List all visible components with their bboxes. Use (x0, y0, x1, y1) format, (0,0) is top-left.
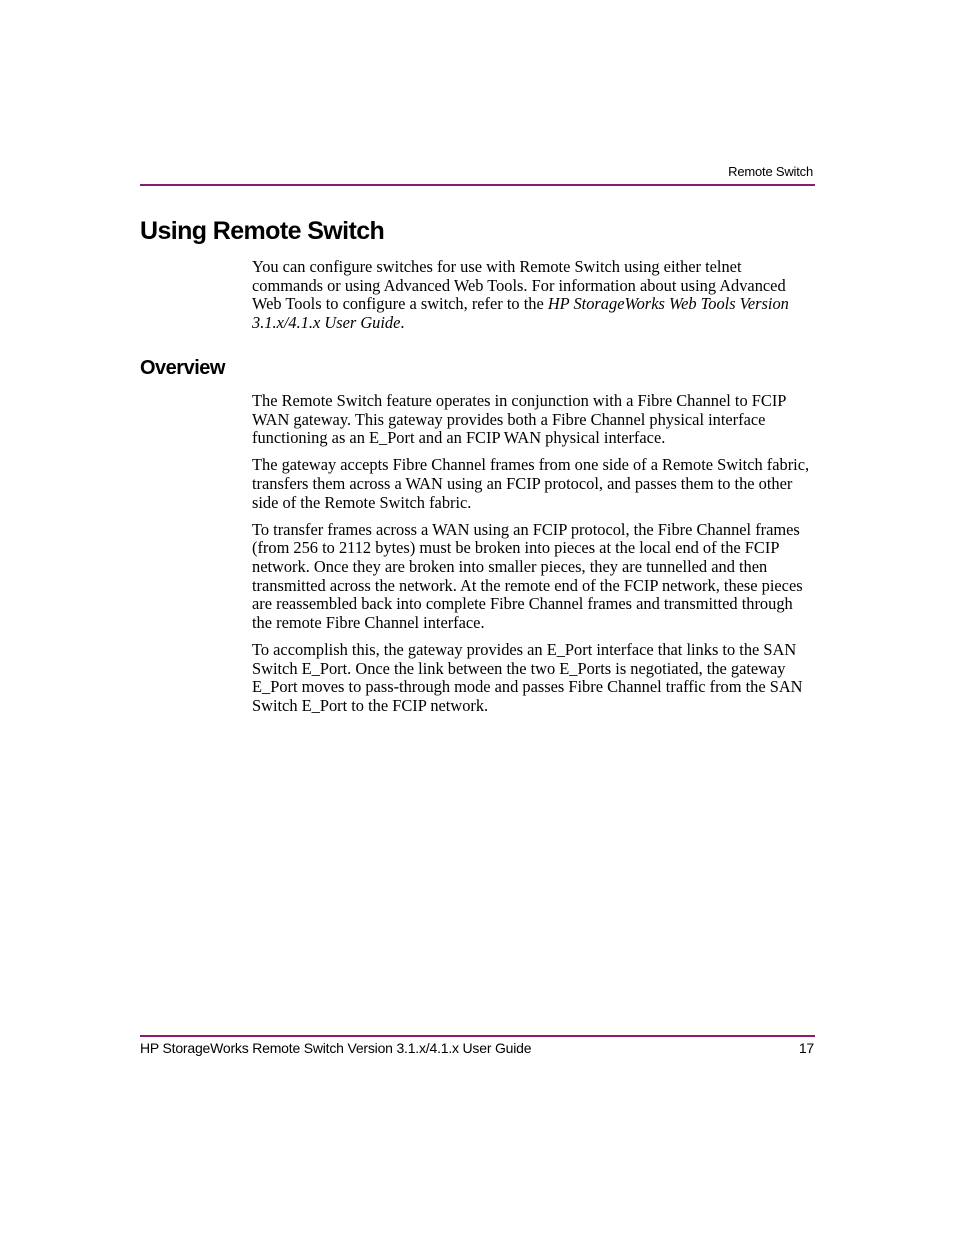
header-rule (140, 184, 815, 186)
guide-reference: HP StorageWorks Web Tools Version 3.1.x/4.1.x User Guide (252, 294, 789, 332)
page-title: Using Remote Switch (140, 217, 385, 245)
overview-paragraph: The Remote Switch feature operates in conjunction with a Fibre Channel to FCIP WAN gateway. This gateway provides both a Fibre Channel physical interface functioning as an E_Port and an FCIP WAN physical interface. (252, 391, 786, 448)
footer-rule (140, 1035, 815, 1037)
section-heading-overview: Overview (140, 357, 225, 379)
footer-guide-title: HP StorageWorks Remote Switch Version 3.1.x/4.1.x User Guide (140, 1040, 532, 1056)
overview-paragraph: To accomplish this, the gateway provides an E_Port interface that links to the SAN Switch E_Port. Once the link between the two E_Ports is negotiated, the gateway E_Port moves to pass-through mode and passes Fibre Channel traffic from the SAN Switch E_Port to the FCIP network. (252, 639, 803, 715)
page-number: 17 (798, 1040, 814, 1056)
page-footer (140, 1039, 814, 1057)
intro-paragraph (252, 258, 815, 332)
overview-paragraph: To transfer frames across a WAN using an FCIP protocol, the Fibre Channel frames (from 256 to 2112 bytes) must be broken into pieces at the local end of the FCIP network. Once they are broken into smaller pieces, they are tunnelled and then transmitted across the network. At the remote end of the FCIP network, these pieces are reassembled back into complete Fibre Channel frames and transmitted through the remote Fibre Channel interface. (252, 519, 803, 632)
intro-text: You can configure switches for use with Remote Switch using either telnet commands or using Advanced Web Tools. For information about using Advanced Web Tools to configure a switch, refer to the (252, 257, 786, 314)
intro-text-end: . (400, 312, 405, 332)
overview-body (252, 392, 815, 724)
overview-paragraph: The gateway accepts Fibre Channel frames from one side of a Remote Switch fabric, transfers them across a WAN using an FCIP protocol, and passes them to the other side of the Remote Switch fabric. (252, 455, 810, 512)
running-header: Remote Switch (728, 164, 813, 179)
